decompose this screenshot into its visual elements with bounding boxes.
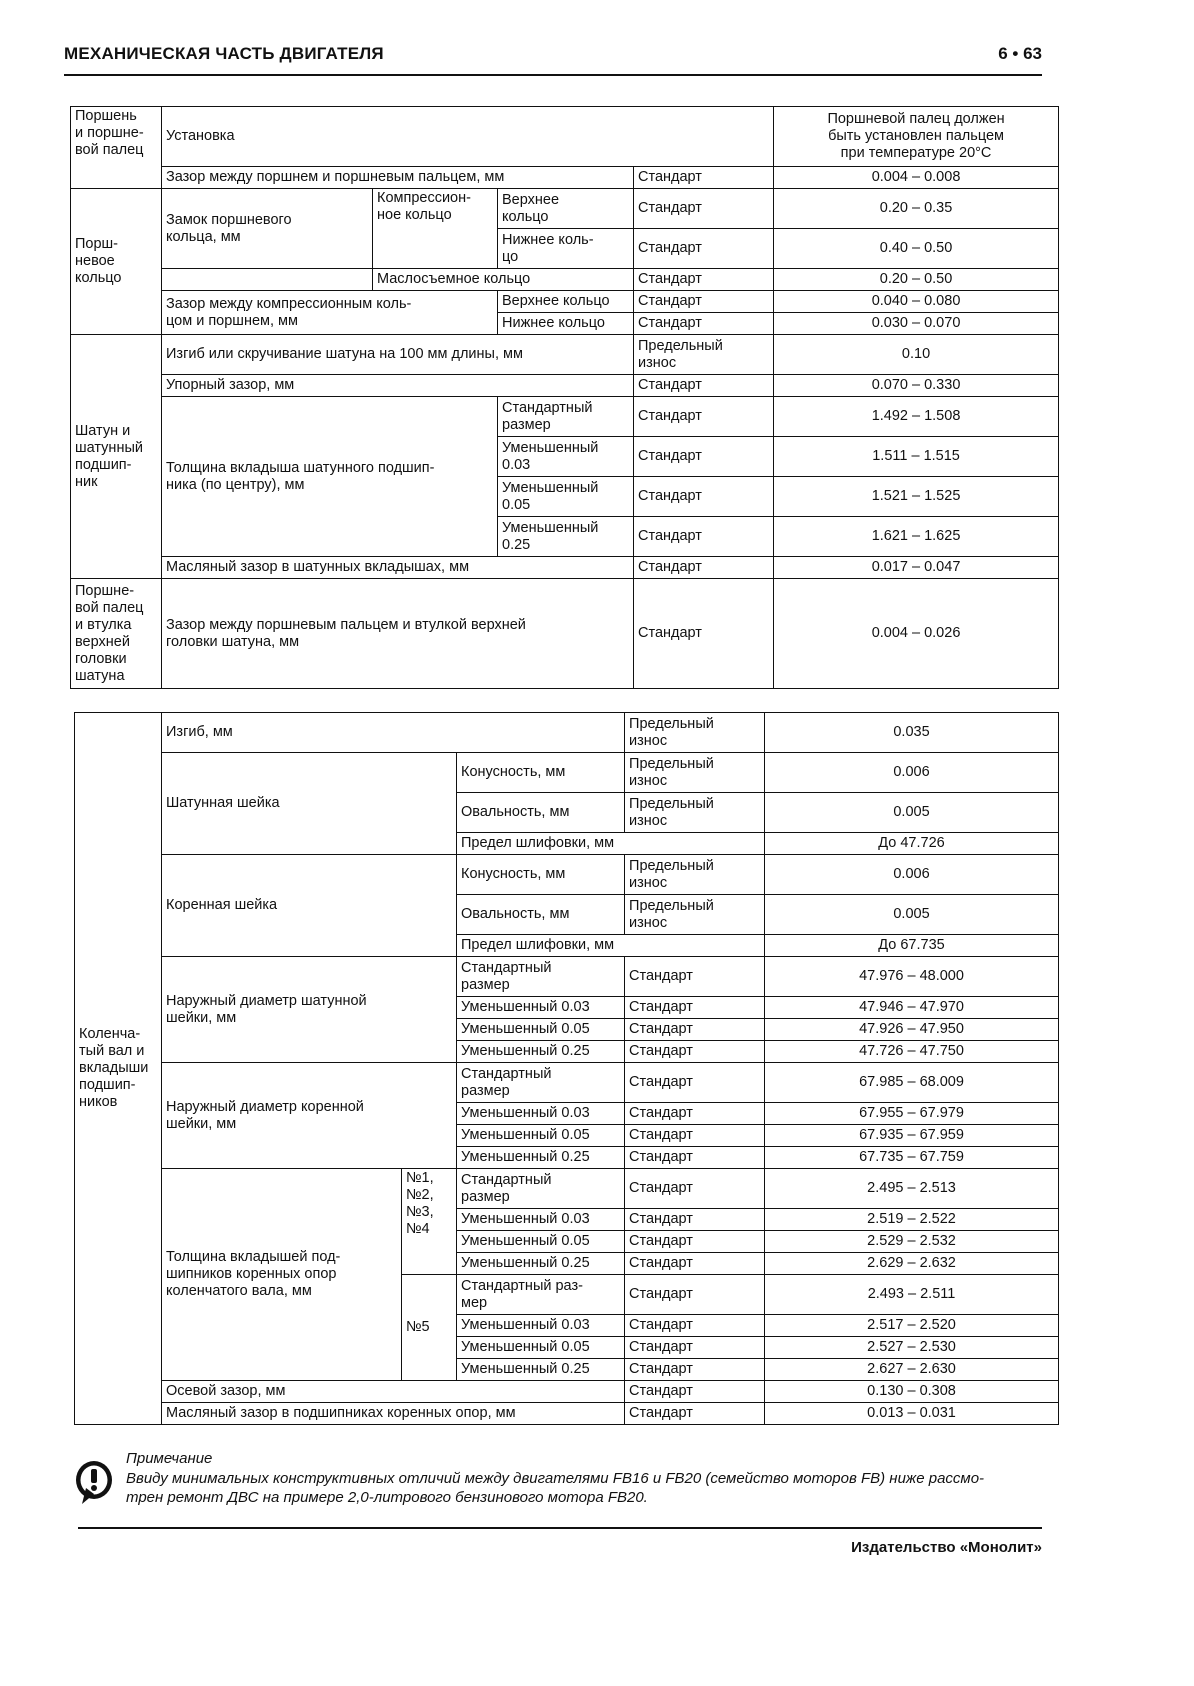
size-label: Уменьшенный 0.05 [457, 1019, 625, 1041]
limit-label: Предельный износ [625, 895, 765, 935]
size-label: Уменьшенный 0.05 [457, 1125, 625, 1147]
size-label: Уменьшенный 0.03 [457, 1103, 625, 1125]
page-number: 6 • 63 [998, 44, 1042, 63]
table-row [71, 167, 1059, 189]
param-label: Компрессион- ное кольцо [373, 189, 498, 269]
std-label: Стандарт [625, 1125, 765, 1147]
std-label: Стандарт [625, 1337, 765, 1359]
param-value: 2.529 – 2.532 [765, 1231, 1059, 1253]
param-value: 0.004 – 0.026 [774, 579, 1059, 689]
std-label: Стандарт [634, 189, 774, 229]
param-label: Зазор между поршневым пальцем и втулкой верхней головки шатуна, мм [162, 579, 634, 689]
std-label: Стандарт [625, 1315, 765, 1337]
std-label: Стандарт [634, 517, 774, 557]
std-label: Стандарт [625, 1209, 765, 1231]
param-label: Коренная шейка [162, 855, 457, 957]
param-label: Изгиб или скручивание шатуна на 100 мм длины, мм [162, 335, 634, 375]
std-label: Стандарт [634, 313, 774, 335]
param-value: Поршневой палец должен быть установлен пальцем при температуре 20°С [774, 107, 1059, 167]
param-label: Установка [162, 107, 774, 167]
std-label: Стандарт [634, 579, 774, 689]
warning-icon [74, 1458, 114, 1506]
std-label: Стандарт [625, 1019, 765, 1041]
param-label: Осевой зазор, мм [162, 1381, 625, 1403]
note-text: Ввиду минимальных конструктивных отличий между двигателями FB16 и FB20 (семейство моторов FB) ниже рассмо- трен ремонт ДВС на примере 2,0-литрового бензинового мотора FB20. [126, 1470, 985, 1506]
param-label: Изгиб, мм [162, 713, 625, 753]
param-value: 2.527 – 2.530 [765, 1337, 1059, 1359]
table-row [71, 557, 1059, 579]
param-value: 0.006 [765, 753, 1059, 793]
std-label: Стандарт [634, 477, 774, 517]
param-value: До 67.735 [765, 935, 1059, 957]
size-label: Стандартный раз- мер [457, 1275, 625, 1315]
param-value: 2.493 – 2.511 [765, 1275, 1059, 1315]
std-label: Стандарт [634, 291, 774, 313]
table-row [71, 269, 1059, 291]
param-label: Конусность, мм [457, 855, 625, 895]
param-label: Предел шлифовки, мм [457, 935, 765, 957]
param-value: 67.735 – 67.759 [765, 1147, 1059, 1169]
param-value: 0.004 – 0.008 [774, 167, 1059, 189]
footer-publisher: Издательство «Монолит» [851, 1539, 1042, 1556]
param-value: 2.629 – 2.632 [765, 1253, 1059, 1275]
journal-number-label: №1, №2, №3, №4 [402, 1169, 457, 1275]
param-label: Толщина вкладышей под- шипников коренных опор коленчатого вала, мм [162, 1169, 402, 1381]
table-row [71, 375, 1059, 397]
std-label: Стандарт [634, 269, 774, 291]
std-label: Стандарт [625, 1103, 765, 1125]
std-label: Стандарт [634, 229, 774, 269]
size-label: Уменьшенный 0.05 [498, 477, 634, 517]
param-value: 0.070 – 0.330 [774, 375, 1059, 397]
size-label: Уменьшенный 0.25 [457, 1041, 625, 1063]
param-value: 0.20 – 0.50 [774, 269, 1059, 291]
param-value: 0.040 – 0.080 [774, 291, 1059, 313]
group-label-bush: Поршне- вой палец и втулка верхней головки шатуна [71, 579, 162, 689]
size-label: Уменьшенный 0.05 [457, 1231, 625, 1253]
size-label: Уменьшенный 0.03 [457, 1209, 625, 1231]
std-label: Стандарт [625, 1041, 765, 1063]
table-row [71, 107, 1059, 167]
param-value: 47.926 – 47.950 [765, 1019, 1059, 1041]
limit-label: Предельный износ [625, 753, 765, 793]
note-label: Примечание [126, 1450, 213, 1467]
param-value: До 47.726 [765, 833, 1059, 855]
page-header-title: МЕХАНИЧЕСКАЯ ЧАСТЬ ДВИГАТЕЛЯ [64, 44, 384, 63]
std-label: Стандарт [634, 557, 774, 579]
param-label: Нижнее коль- цо [498, 229, 634, 269]
param-value: 1.492 – 1.508 [774, 397, 1059, 437]
param-value: 1.521 – 1.525 [774, 477, 1059, 517]
param-label: Нижнее кольцо [498, 313, 634, 335]
size-label: Уменьшенный 0.03 [457, 1315, 625, 1337]
table-row [75, 957, 1059, 997]
group-label-piston: Поршень и поршне- вой палец [71, 107, 162, 189]
limit-label: Предельный износ [625, 793, 765, 833]
param-value: 0.20 – 0.35 [774, 189, 1059, 229]
param-value: 2.495 – 2.513 [765, 1169, 1059, 1209]
param-value: 67.955 – 67.979 [765, 1103, 1059, 1125]
param-label: Предел шлифовки, мм [457, 833, 765, 855]
std-label: Стандарт [625, 1403, 765, 1425]
param-label: Масляный зазор в шатунных вкладышах, мм [162, 557, 634, 579]
param-label: Наружный диаметр шатунной шейки, мм [162, 957, 457, 1063]
table-row [75, 713, 1059, 753]
header-rule [64, 74, 1042, 76]
param-value: 0.030 – 0.070 [774, 313, 1059, 335]
param-label: Овальность, мм [457, 793, 625, 833]
param-value: 0.005 [765, 793, 1059, 833]
limit-label: Предельный износ [625, 713, 765, 753]
param-value: 0.005 [765, 895, 1059, 935]
param-value: 1.511 – 1.515 [774, 437, 1059, 477]
param-value: 0.013 – 0.031 [765, 1403, 1059, 1425]
table-row [75, 1063, 1059, 1103]
table-row [75, 753, 1059, 793]
std-label: Стандарт [634, 397, 774, 437]
std-label: Стандарт [634, 375, 774, 397]
param-label: Шатунная шейка [162, 753, 457, 855]
table-row [75, 855, 1059, 895]
group-label-crankshaft: Коленча- тый вал и вкладыши подшип- ников [75, 713, 162, 1425]
size-label: Стандартный размер [457, 1169, 625, 1209]
param-value: 47.976 – 48.000 [765, 957, 1059, 997]
piston-rod-spec-table [70, 106, 1059, 689]
param-value: 0.10 [774, 335, 1059, 375]
param-value: 2.627 – 2.630 [765, 1359, 1059, 1381]
std-label: Стандарт [625, 997, 765, 1019]
param-label: Зазор между поршнем и поршневым пальцем, мм [162, 167, 634, 189]
param-value: 67.935 – 67.959 [765, 1125, 1059, 1147]
std-label: Стандарт [625, 1253, 765, 1275]
std-label: Стандарт [634, 437, 774, 477]
crankshaft-spec-table [74, 712, 1059, 1425]
param-label: Овальность, мм [457, 895, 625, 935]
param-value: 47.726 – 47.750 [765, 1041, 1059, 1063]
journal-number-label: №5 [402, 1275, 457, 1381]
table-row [71, 335, 1059, 375]
size-label: Уменьшенный 0.25 [457, 1147, 625, 1169]
param-label: Наружный диаметр коренной шейки, мм [162, 1063, 457, 1169]
size-label: Уменьшенный 0.03 [498, 437, 634, 477]
size-label: Уменьшенный 0.25 [457, 1359, 625, 1381]
size-label: Стандартный размер [457, 957, 625, 997]
param-label: Конусность, мм [457, 753, 625, 793]
std-label: Стандарт [634, 167, 774, 189]
std-label: Стандарт [625, 1231, 765, 1253]
size-label: Уменьшенный 0.25 [457, 1253, 625, 1275]
param-label: Верхнее кольцо [498, 291, 634, 313]
group-label-ring: Порш- невое кольцо [71, 189, 162, 335]
param-value: 0.017 – 0.047 [774, 557, 1059, 579]
size-label: Стандартный размер [457, 1063, 625, 1103]
std-label: Стандарт [625, 1063, 765, 1103]
std-label: Стандарт [625, 1147, 765, 1169]
table-row [71, 189, 1059, 229]
limit-label: Предельный износ [634, 335, 774, 375]
param-label: Верхнее кольцо [498, 189, 634, 229]
group-label-rod: Шатун и шатунный подшип- ник [71, 335, 162, 579]
param-label: Упорный зазор, мм [162, 375, 634, 397]
limit-label: Предельный износ [625, 855, 765, 895]
param-label: Масляный зазор в подшипниках коренных опор, мм [162, 1403, 625, 1425]
table-row [71, 397, 1059, 437]
param-value: 1.621 – 1.625 [774, 517, 1059, 557]
param-value: 0.035 [765, 713, 1059, 753]
table-row [75, 1403, 1059, 1425]
param-label: Маслосъемное кольцо [373, 269, 634, 291]
param-value: 0.130 – 0.308 [765, 1381, 1059, 1403]
table-row [71, 291, 1059, 313]
size-label: Уменьшенный 0.25 [498, 517, 634, 557]
param-value: 47.946 – 47.970 [765, 997, 1059, 1019]
param-value: 2.519 – 2.522 [765, 1209, 1059, 1231]
param-value: 0.40 – 0.50 [774, 229, 1059, 269]
param-value: 0.006 [765, 855, 1059, 895]
std-label: Стандарт [625, 1169, 765, 1209]
table-row [71, 579, 1059, 689]
table-row [75, 1169, 1059, 1209]
size-label: Уменьшенный 0.03 [457, 997, 625, 1019]
param-label: Замок поршневого кольца, мм [162, 189, 373, 269]
param-label: Толщина вкладыша шатунного подшип- ника (по центру), мм [162, 397, 498, 557]
std-label: Стандарт [625, 1275, 765, 1315]
std-label: Стандарт [625, 1381, 765, 1403]
std-label: Стандарт [625, 1359, 765, 1381]
size-label: Уменьшенный 0.05 [457, 1337, 625, 1359]
size-label: Стандартный размер [498, 397, 634, 437]
table-row [75, 1381, 1059, 1403]
std-label: Стандарт [625, 957, 765, 997]
param-value: 2.517 – 2.520 [765, 1315, 1059, 1337]
param-value: 67.985 – 68.009 [765, 1063, 1059, 1103]
footer-rule [78, 1527, 1042, 1529]
param-label: Зазор между компрессионным коль- цом и поршнем, мм [162, 291, 498, 335]
